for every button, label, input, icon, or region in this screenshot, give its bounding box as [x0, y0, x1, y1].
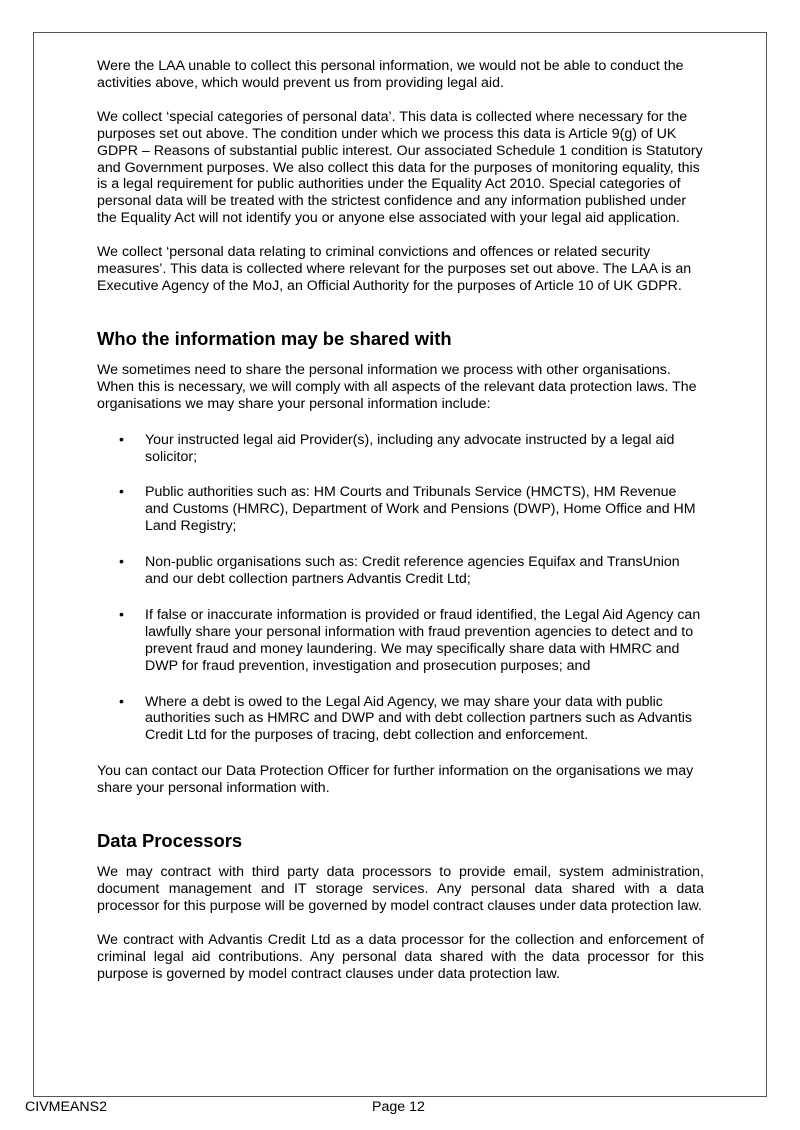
bullet-icon: • — [119, 431, 124, 448]
paragraph-contact-dpo: You can contact our Data Protection Officer for further information on the organisations we may share your personal information with. — [97, 763, 694, 797]
paragraph-criminal-convictions: We collect ‘personal data relating to criminal convictions and offences or related security measures’. This data is collected where relevant for the purposes set out above. The LAA is an Executive Agency of the MoJ, an Official Authority for the purposes of Article 10 of UK GDPR. — [97, 244, 692, 294]
list-item-text: Non-public organisations such as: Credit reference agencies Equifax and TransUnion and our debt collection partners Advantis Credit Ltd; — [145, 554, 680, 588]
bullet-icon: • — [119, 554, 124, 571]
bullet-icon: • — [119, 484, 124, 501]
footer-page-number: Page 12 — [372, 1099, 425, 1115]
sharing-list — [97, 432, 704, 745]
paragraph-third-party-processors: We may contract with third party data processors to provide email, system administration, document management and IT storage services. Any personal data shared with a data processor for this purpose will be governed by model contract clauses under data protection law. — [97, 864, 704, 914]
list-item-text: If false or inaccurate information is provided or fraud identified, the Legal Aid Agency can lawfully share your personal information with fraud prevention agencies to detect and to prevent fraud and money laundering. We may specifically share data with HMRC and DWP for fraud prevention, investigation and prosecution purposes; and — [145, 606, 701, 674]
paragraph-special-categories: We collect ‘special categories of personal data’. This data is collected where necessary for the purposes set out above. The condition under which we process this data is Article 9(g) of UK GDPR – Reasons of substantial public interest. Our associated Schedule 1 condition is Statutory and Government purposes. We also collect this data for the purposes of monitoring equality, this is a legal requirement for public authorities under the Equality Act 2010. Special categories of personal data will be treated with the strictest confidence and any information published under the Equality Act will not identify you or anyone else associated with your legal aid application. — [97, 108, 703, 227]
bullet-icon: • — [119, 606, 124, 623]
heading-data-processors: Data Processors — [97, 830, 243, 852]
list-item-text: Public authorities such as: HM Courts and Tribunals Service (HMCTS), HM Revenue and Customs (HMRC), Department of Work and Pensions (DWP), Home Office and HM Land Registry; — [145, 484, 696, 535]
heading-who-shared-with: Who the information may be shared with — [97, 327, 452, 349]
list-item — [97, 432, 704, 466]
paragraph-unable-to-collect: Were the LAA unable to collect this personal information, we would not be able to conduct the activities above, which would prevent us from providing legal aid. — [97, 58, 684, 91]
list-item-text: Your instructed legal aid Provider(s), including any advocate instructed by a legal aid solicitor; — [145, 431, 675, 465]
list-item — [97, 607, 704, 675]
paragraph-advantis-processor: We contract with Advantis Credit Ltd as a data processor for the collection and enforcement of criminal legal aid contributions. Any personal data shared with the data processor for this purpose is governed by model contract clauses under data protection law. — [97, 931, 704, 982]
bullet-icon: • — [119, 693, 124, 710]
list-item — [97, 484, 704, 535]
footer-form-code: CIVMEANS2 — [25, 1099, 107, 1115]
document-body — [97, 58, 704, 983]
list-item-text: Where a debt is owed to the Legal Aid Agency, we may share your data with public authorities such as HMRC and DWP and with debt collection partners such as Advantis Credit Ltd for the purposes of tracing, debt collection and enforcement. — [145, 693, 693, 744]
list-item — [97, 554, 704, 588]
paragraph-sharing-intro: We sometimes need to share the personal information we process with other organisations. When this is necessary, we will comply with all aspects of the relevant data protection laws. The organisations we may share your personal information include: — [97, 361, 697, 412]
list-item — [97, 694, 704, 745]
